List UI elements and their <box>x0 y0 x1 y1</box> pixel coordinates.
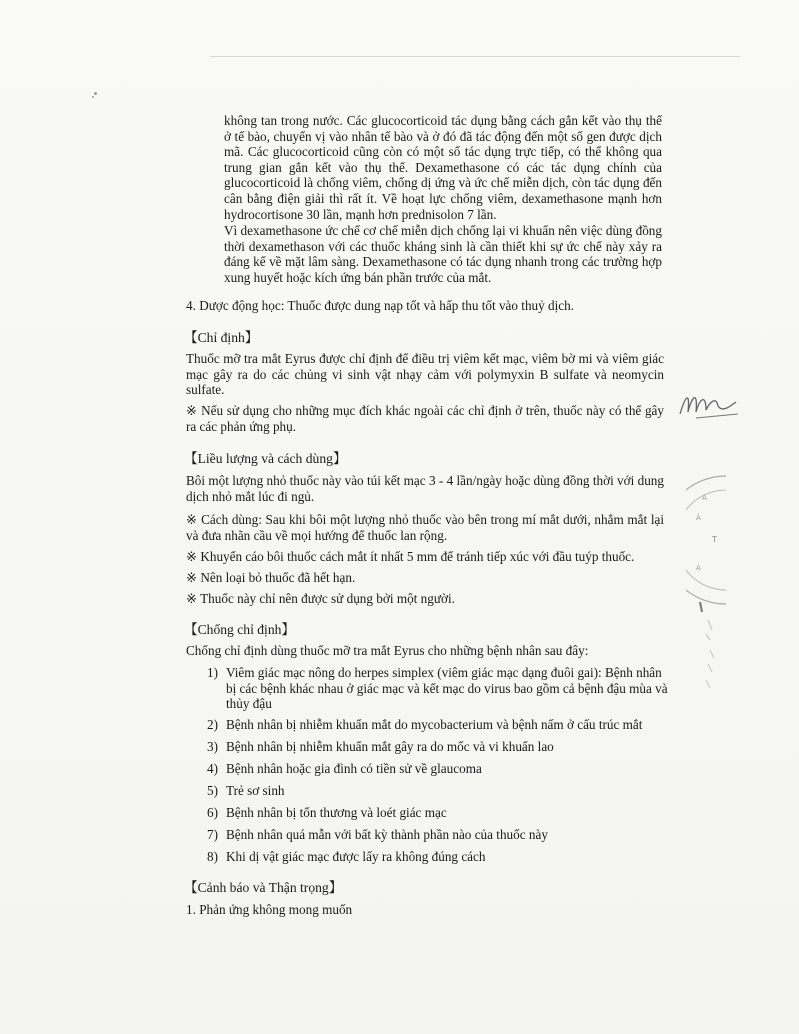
svg-text:T: T <box>712 535 717 544</box>
list-item-text: Viêm giác mạc nông do herpes simplex (viêm giác mạc dạng đuôi gai): Bệnh nhân bị các bệnh khác nhau ở giác mạc và kết mạc do virus bao gồm cả bệnh đậu mùa và thủy đậu <box>226 665 668 712</box>
dosage-note-4: ※ Thuốc này chỉ nên được sử dụng bởi một người. <box>186 591 455 606</box>
signature-mark <box>676 384 740 424</box>
indications-note: ※ Nếu sử dụng cho những mục đích khác ngoài các chỉ định ở trên, thuốc này có thể gây ra các phản ứng phụ. <box>186 403 664 434</box>
list-item-number: 7) <box>207 827 218 842</box>
list-item-text: Bệnh nhân hoặc gia đình có tiền sử về glaucoma <box>226 761 482 776</box>
dosage-text: Bôi một lượng nhỏ thuốc này vào túi kết mạc 3 - 4 lần/ngày hoặc dùng đồng thời với dung dịch nhỏ mắt lúc đi ngủ. <box>186 473 664 504</box>
list-item-number: 6) <box>207 805 218 820</box>
stamp-mark <box>686 470 726 610</box>
list-item-number: 4) <box>207 761 218 776</box>
speck <box>92 96 94 98</box>
list-item-number: 1) <box>207 665 218 680</box>
warnings-heading: 【Cảnh báo và Thận trọng】 <box>184 880 343 895</box>
warnings-item-1: 1. Phản ứng không mong muốn <box>186 902 353 917</box>
list-item-number: 8) <box>207 849 218 864</box>
list-item-text: Bệnh nhân bị nhiễm khuẩn mắt gây ra do mốc và vi khuẩn lao <box>226 739 554 754</box>
contraindications-intro: Chống chỉ định dùng thuốc mỡ tra mắt Eyrus cho những bệnh nhân sau đây: <box>186 643 589 658</box>
list-item-number: 3) <box>207 739 218 754</box>
svg-text:Â: Â <box>696 514 701 522</box>
indications-text: Thuốc mỡ tra mắt Eyrus được chỉ định để điều trị viêm kết mạc, viêm bờ mi và viêm giác mạc gây ra do các chủng vi sinh vật nhạy cảm với polymyxin B sulfate và neomycin sulfate. <box>186 351 664 398</box>
indications-heading: 【Chỉ định】 <box>184 330 259 345</box>
pharmacokinetics-line: 4. Dược động học: Thuốc được dung nạp tốt và hấp thu tốt vào thuỷ dịch. <box>186 298 575 313</box>
dosage-note-1: ※ Cách dùng: Sau khi bôi một lượng nhỏ thuốc vào bên trong mí mắt dưới, nhắm mắt lại và đưa nhãn cầu về mọi hướng để thuốc lan rộng. <box>186 512 664 543</box>
list-item <box>200 665 670 713</box>
list-item-text: Bệnh nhân bị tổn thương và loét giác mạc <box>226 805 447 820</box>
dosage-note-2: ※ Khuyến cáo bôi thuốc cách mắt ít nhất 5 mm để tránh tiếp xúc với đầu tuýp thuốc. <box>186 549 635 564</box>
contraindications-heading: 【Chống chỉ định】 <box>184 622 296 637</box>
top-rule <box>210 56 740 57</box>
intro-paragraph-2: Vì dexamethasone ức chế cơ chế miễn dịch chống lại vi khuẩn nên việc dùng đồng thời dexamethason với các thuốc kháng sinh là cần thiết khi sự ức chế này xảy ra đáng kể về mặt lâm sàng. Dexamethasone có tác dụng nhanh trong các trường hợp xung huyết hoặc kích ứng bán phần trước của mắt. <box>224 223 662 285</box>
svg-text:Ạ: Ạ <box>696 564 701 572</box>
svg-text:A: A <box>702 494 707 502</box>
dosage-heading: 【Liều lượng và cách dùng】 <box>184 451 347 466</box>
dosage-note-3: ※ Nên loại bỏ thuốc đã hết hạn. <box>186 570 356 585</box>
list-item-text: Khi dị vật giác mạc được lấy ra không đúng cách <box>226 849 486 864</box>
list-item-text: Bệnh nhân quá mẫn với bất kỳ thành phần nào của thuốc này <box>226 827 548 842</box>
list-item-text: Bệnh nhân bị nhiễm khuẩn mắt do mycobacterium và bệnh nấm ở cấu trúc mắt <box>226 717 643 732</box>
list-item-number: 2) <box>207 717 218 732</box>
list-item-text: Trẻ sơ sinh <box>226 783 285 798</box>
margin-marks <box>688 600 728 710</box>
intro-paragraph-1: không tan trong nước. Các glucocorticoid tác dụng bằng cách gắn kết vào thụ thể ở tế bào, chuyển vị vào nhân tế bào và ở đó đã tác động đến một số gen được dịch mã. Các glucocorticoid cũng còn có một số tác dụng trực tiếp, có thể không qua trung gian gắn kết vào thụ thể. Dexamethasone có các tác dụng chính của glucocorticoid là chống viêm, chống dị ứng và ức chế miễn dịch, còn tác dụng đến cân bằng điện giải thì rất ít. Về hoạt lực chống viêm, dexamethasone mạnh hơn hydrocortisone 30 lần, mạnh hơn prednisolon 7 lần. <box>224 113 662 222</box>
list-item-number: 5) <box>207 783 218 798</box>
speck <box>94 92 97 95</box>
